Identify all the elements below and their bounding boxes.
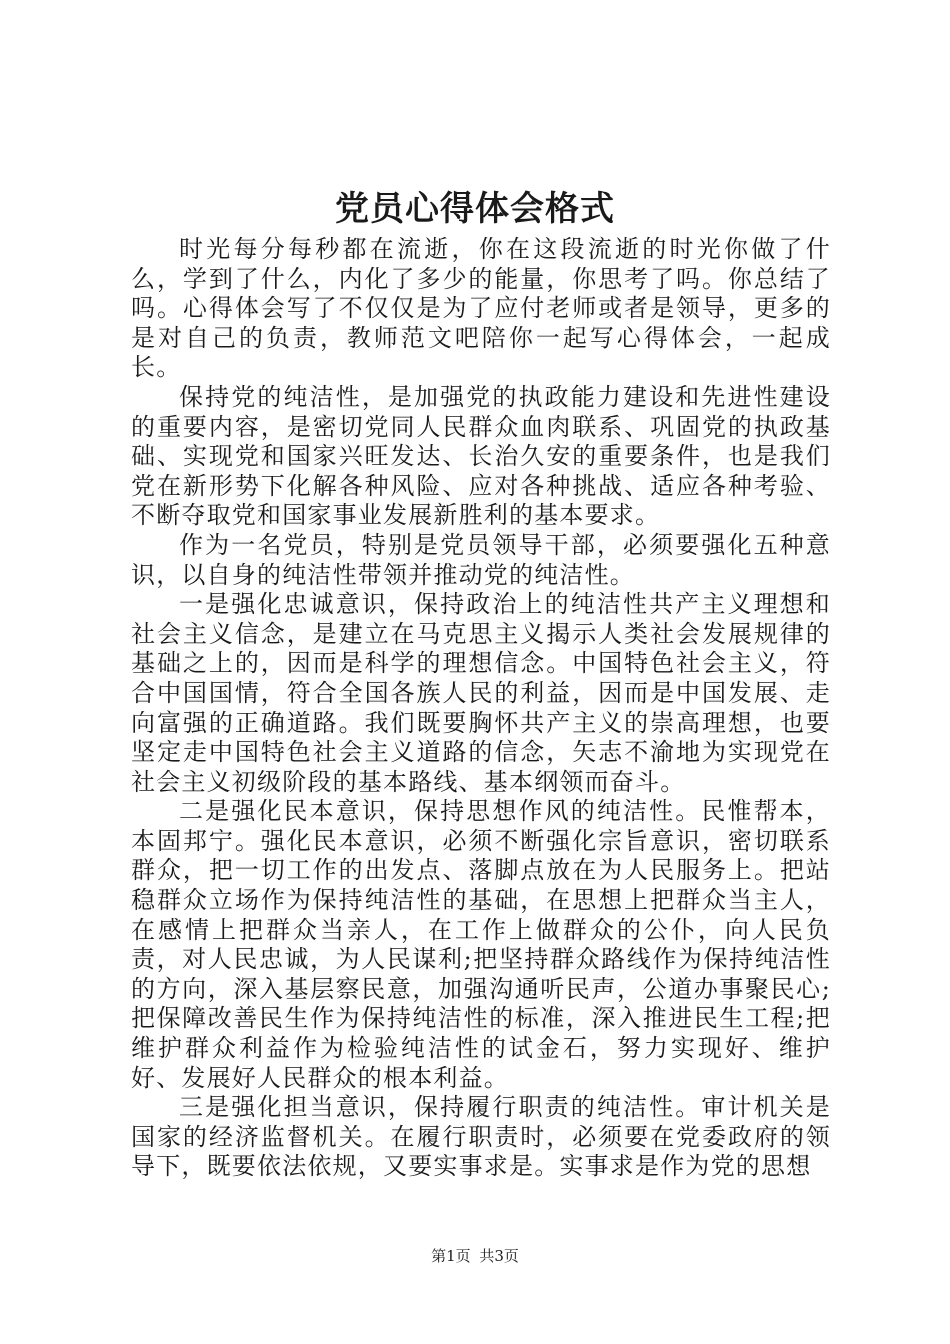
paragraph-intro: 时光每分每秒都在流逝，你在这段流逝的时光你做了什么，学到了什么，内化了多少的能量，你思考了吗。你总结了吗。心得体会写了不仅仅是为了应付老师或者是领导，更多的是对自己的负责，教师范文吧陪你一起写心得体会，一起成长。 bbox=[131, 235, 831, 382]
page-footer bbox=[0, 1246, 950, 1266]
page-total: 共3页 bbox=[479, 1247, 519, 1265]
page-number: 第1页 bbox=[431, 1247, 471, 1265]
paragraph-responsibility: 三是强化担当意识，保持履行职责的纯洁性。审计机关是国家的经济监督机关。在履行职责时，必须要在党委政府的领导下，既要依法依规，又要实事求是。实事求是作为党的思想 bbox=[131, 1093, 831, 1181]
paragraph-people-oriented: 二是强化民本意识，保持思想作风的纯洁性。民惟帮本，本固邦宁。强化民本意识，必须不断强化宗旨意识，密切联系群众，把一切工作的出发点、落脚点放在为人民服务上。把站稳群众立场作为保持纯洁性的基础，在思想上把群众当主人，在感情上把群众当亲人，在工作上做群众的公仆，向人民负责，对人民忠诚，为人民谋利;把坚持群众路线作为保持纯洁性的方向，深入基层察民意，加强沟通听民声，公道办事聚民心;把保障改善民生作为保持纯洁性的标准，深入推进民生工程;把维护群众利益作为检验纯洁性的试金石，努力实现好、维护好、发展好人民群众的根本利益。 bbox=[131, 797, 831, 1092]
paragraph-purity: 保持党的纯洁性，是加强党的执政能力建设和先进性建设的重要内容，是密切党同人民群众血肉联系、巩固党的执政基础、实现党和国家兴旺发达、长治久安的重要条件，也是我们党在新形势下化解各种风险、应对各种挑战、适应各种考验、不断夺取党和国家事业发展新胜利的基本要求。 bbox=[131, 382, 831, 530]
document-body bbox=[131, 235, 831, 1182]
paragraph-five-awareness: 作为一名党员，特别是党员领导干部，必须要强化五种意识，以自身的纯洁性带领并推动党的纯洁性。 bbox=[131, 530, 831, 589]
paragraph-loyalty: 一是强化忠诚意识，保持政治上的纯洁性共产主义理想和社会主义信念，是建立在马克思主义揭示人类社会发展规律的基础之上的，因而是科学的理想信念。中国特色社会主义，符合中国国情，符合全国各族人民的利益，因而是中国发展、走向富强的正确道路。我们既要胸怀共产主义的崇高理想，也要坚定走中国特色社会主义道路的信念，矢志不渝地为实现党在社会主义初级阶段的基本路线、基本纲领而奋斗。 bbox=[131, 590, 831, 796]
document-title: 党员心得体会格式 bbox=[335, 189, 615, 229]
